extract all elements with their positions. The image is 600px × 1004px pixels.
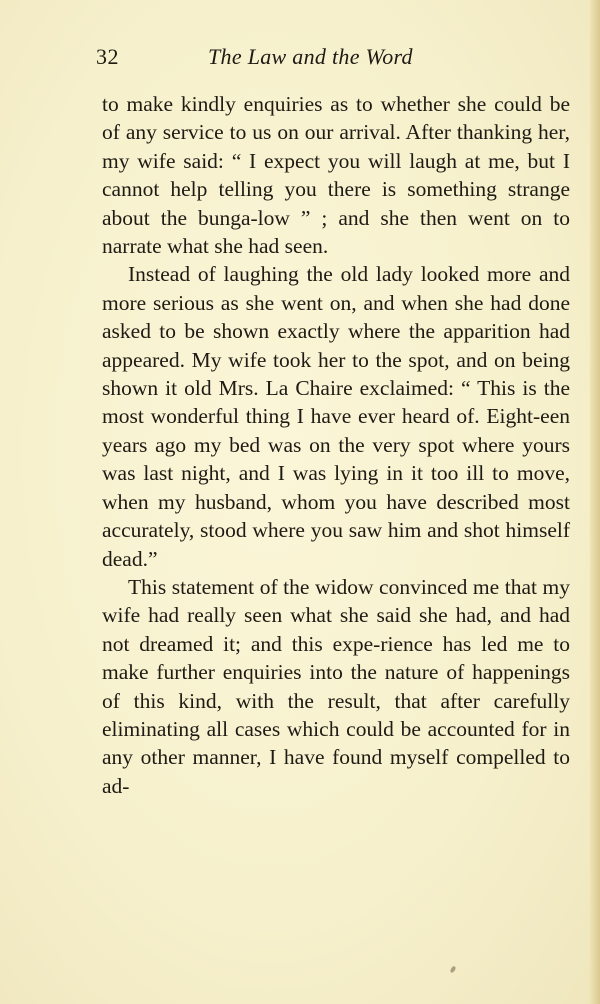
paragraph-3: This statement of the widow convinced me that my wife had really seen what she said she had, and had not dreamed it; and this expe-rience has led me to make further enquiries into the nature of happenings of this kind, with the result, that after carefully eliminating all cases which could be accounted for in any other manner, I have found myself compelled to ad- [102,574,570,798]
page-edge-shadow [590,0,600,1004]
page-number: 32 [96,44,119,69]
paragraph-1: to make kindly enquiries as to whether she could be of any service to us on our arrival. After thanking her, my wife said: “ I expect you will laugh at me, but I cannot help telling you there is something strange about the bunga-low ” ; and she then went on to narrate what she had seen. [102,92,570,259]
body-text [102,90,570,800]
page-header [96,44,572,74]
running-title: The Law and the Word [208,44,413,69]
ink-speck-mark [450,965,457,973]
paragraph-2: Instead of laughing the old lady looked more and more serious as she went on, and when she had done asked to be shown exactly where the apparition had appeared. My wife took her to the spot, and on being shown it old Mrs. La Chaire exclaimed: “ This is the most wonderful thing I have ever heard of. Eight-een years ago my bed was on the very spot where yours was last night, and I was lying in it too ill to move, when my husband, whom you have described most accurately, stood where you saw him and shot himself dead.” [102,262,570,571]
